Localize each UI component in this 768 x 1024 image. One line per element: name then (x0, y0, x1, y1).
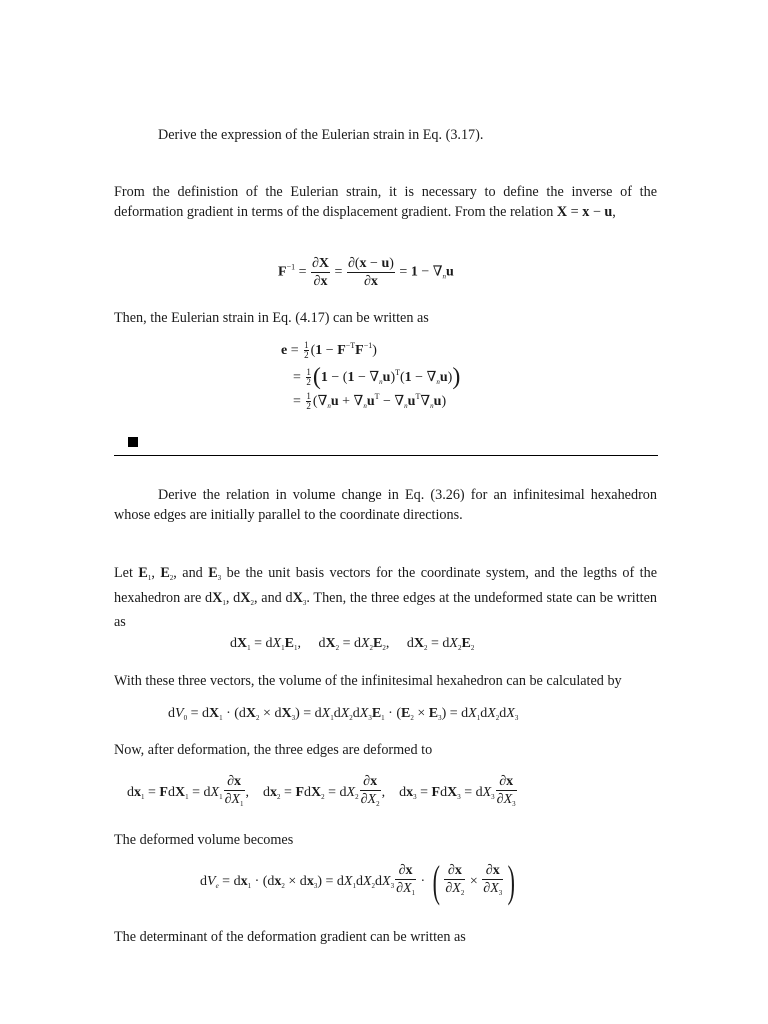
problem-2-volume-text: With these three vectors, the volume of the infinitesimal hexahedron can be calculated by (114, 673, 622, 689)
equation-eulerian-strain-line-1: e = $\frac{1}{2}$ $(1 - F^{-T}F^{-1})$ (281, 340, 377, 361)
problem-2-intro: Let $E_1$, $E_2$, and $E_3$ be the unit basis vectors for the coordinate system, and the legths of the hexahedron are $dX_1$, $dX_2$, and $dX_3$. Then, the three edges at the undeformed state can be written as (114, 565, 658, 630)
equation-deformed-edges: $dx_1 = FdX_1 = dX_1$ $\frac{\partial x}{\partial X_1}$ , $dx_2 = FdX_2 = dX_2$ $\frac{\partial x}{\partial X_2}$ , $dx_3 = FdX_3 = dX_3$ $\frac{\partial x}{\partial X_3}$ (127, 774, 516, 808)
problem-2-determinant-text: The determinant of the deformation gradient can be written as (114, 929, 466, 945)
problem-2-deformed-text: The deformed volume becomes (114, 832, 294, 848)
problem-2-statement: Derive the relation in volume change in Eq. (3.26) for an infinitesimal hexahedron whose edges are initially parallel to the coordinate directions. (114, 487, 657, 523)
equation-undeformed-edges: $dX_1 = dX_1E_1$, $dX_2 = dX_2E_2$, $dX_2 = dX_2E_2$ (230, 636, 475, 652)
qed-square (128, 437, 138, 447)
equation-inverse-deformation-gradient: $F^{-1}$ = $\frac{\partial X}{\partial x}$ = $\frac{\partial(x - u)}{\partial x}$ = $1 - \nabla_nu$ (278, 256, 454, 289)
separator-line (114, 455, 658, 456)
problem-1-then-text: Then, the Eulerian strain in Eq. (4.17) can be written as (114, 310, 429, 326)
problem-2-after-text: Now, after deformation, the three edges are deformed to (114, 742, 433, 758)
equation-deformed-volume: $dV_e = dx_1 \cdot (dx_2 \times dx_3) = dX_1dX_2dX_3$ $\frac{\partial x}{\partial X_1}$ · ( $\frac{\partial x}{\partial X_2}$ × $\frac{\partial x}{\partial X_3}$ ) (200, 857, 516, 906)
problem-1-statement: Derive the expression of the Eulerian strain in Eq. (3.17). (158, 127, 484, 143)
equation-eulerian-strain-line-2: = $\frac{1}{2}$ $(1 - (1 - \nabla_nu)^T(1 - \nabla_nu))$ (293, 364, 461, 390)
problem-1-solution-intro: From the definistion of the Eulerian strain, it is necessary to define the inverse of the deformation gradient in terms of the displacement gradient. From the relation X = x − u, (114, 184, 657, 220)
equation-undeformed-volume: $dV_0 = dX_1 \cdot (dX_2 \times dX_3) = dX_1dX_2dX_3E_1 \cdot (E_2 \times E_3) = dX_1dX_2dX_3$ (168, 706, 519, 722)
equation-eulerian-strain-line-3: = $\frac{1}{2}$ $(\nabla_nu + \nabla_nu^T - \nabla_nu^T\nabla_nu)$ (293, 391, 447, 412)
